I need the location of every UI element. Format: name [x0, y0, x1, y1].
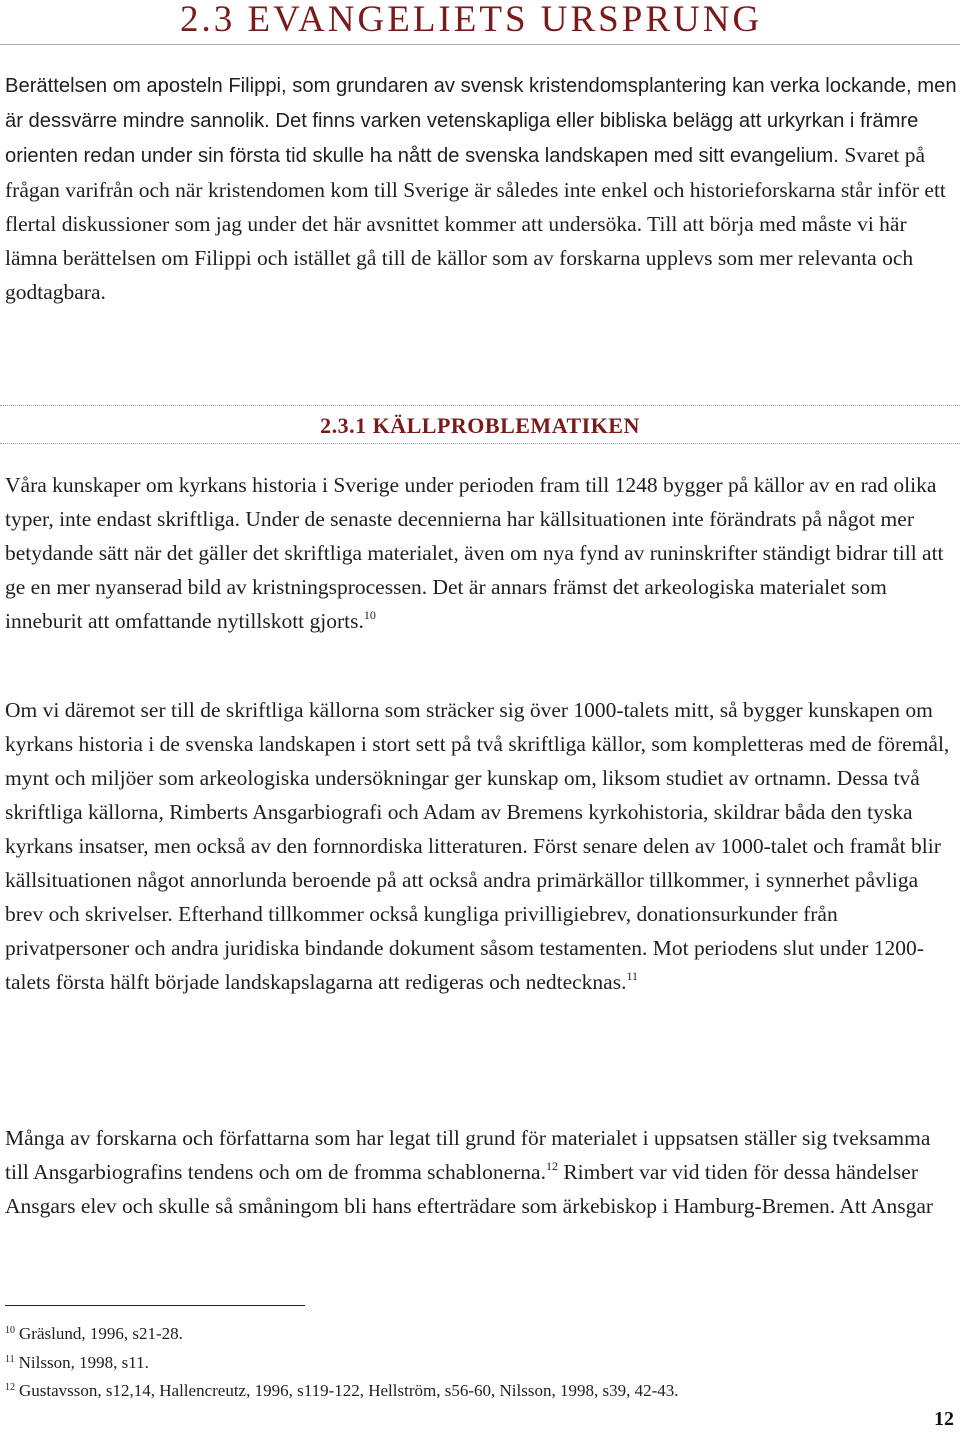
footnote-item [5, 1377, 945, 1406]
subsection-heading: 2.3.1 KÄLLPROBLEMATIKEN [320, 413, 640, 438]
footnote-number: 10 [5, 1325, 15, 1336]
footnote-text: Gräslund, 1996, s21-28. [19, 1324, 183, 1343]
paragraph-researchers-text-b: Rimbert var vid tiden för dessa händelser Ansgars elev och skulle så småningom bli hans efterträdare som ärkebiskop i Hamburg-Bremen. Att Ansgar [5, 1160, 934, 1218]
paragraph-sources-text: Våra kunskaper om kyrkans historia i Sverige under perioden fram till 1248 bygger på källor av en rad olika typer, inte endast skriftliga. Under de senaste decennierna har källsituationen inte förändrats på något mer betydande sätt när det gäller det skriftliga materialet, även om nya fynd av runinskrifter ständigt bidrar till att ge en mer nyanserad bild av kristningsprocessen. Det är annars främst det arkeologiska materialet som inneburit att omfattande nytillskott gjorts. [5, 473, 944, 633]
subheading-top-rule [0, 405, 960, 406]
footnote-text: Gustavsson, s12,14, Hallencreutz, 1996, s119-122, Hellström, s56-60, Nilsson, 1998, s39, 42-43. [19, 1381, 679, 1400]
footnote-item [5, 1349, 945, 1378]
footnote-ref-12[interactable]: 12 [545, 1159, 558, 1173]
paragraph-written-sources [5, 693, 957, 999]
paragraph-sources [5, 468, 957, 638]
paragraph-written-sources-text: Om vi däremot ser till de skriftliga källorna som sträcker sig över 1000-talets mitt, så bygger kunskapen om kyrkans historia i de svenska landskapen i stort sett på två skriftliga källor, som kompletteras med de föremål, mynt och miljöer som arkeologiska undersökningar ger kunskap om, liksom studiet av ortnamn. Dessa två skriftliga källorna, Rimberts Ansgarbiografi och Adam av Bremens kyrkohistoria, skildrar båda den tyska kyrkans insatser, men också av den fornnordiska litteraturen. Först senare delen av 1000-talet och framåt blir källsituationen något annorlunda beroende på att också andra primärkällor tillkommer, i synnerhet påvliga brev och skrivelser. Efterhand tillkommer också kungliga privilligiebrev, donationsurkunder från privatpersoner och andra juridiska bindande dokument såsom testamenten. Mot periodens slut under 1200-talets första hälft började landskapslagarna att redigeras och nedtecknas. [5, 698, 950, 994]
paragraph-researchers [5, 1121, 957, 1223]
footnote-item [5, 1320, 945, 1349]
footnote-number: 12 [5, 1382, 15, 1393]
footnote-list [5, 1320, 945, 1406]
subheading-bottom-rule [0, 443, 960, 444]
intro-paragraph [5, 68, 957, 309]
paragraph-researchers-text-a: Många av forskarna och författarna som har legat till grund för materialet i uppsatsen ställer sig tveksamma till Ansgarbiografins tendens och om de fromma schablonerna. [5, 1126, 931, 1184]
footnote-separator [5, 1305, 305, 1306]
intro-sans-text: Berättelsen om aposteln Filippi, som grundaren av svensk kristendomsplantering kan verka lockande, men är dessvärre mindre sannolik. Det finns varken vetenskapliga eller bibliska belägg att urkyrkan i främre orienten redan under sin första tid skulle ha nått de svenska landskapen med sitt evangelium. [5, 75, 957, 167]
footnote-text: Nilsson, 1998, s11. [18, 1352, 149, 1372]
intro-serif-text: Svaret på frågan varifrån och när kristendomen kom till Sverige är således inte enkel och historieforskarna står inför ett flertal diskussioner som jag under det här avsnittet kommer att undersöka. Till att börja med måste vi här lämna berättelsen om Filippi och istället gå till de källor som av forskarna upplevs som mer relevanta och godtagbara. [5, 143, 946, 304]
footnote-ref-10[interactable]: 10 [363, 608, 376, 622]
page-number: 12 [934, 1408, 954, 1430]
heading-rule [0, 44, 960, 45]
footnote-ref-11[interactable]: 11 [626, 969, 639, 983]
footnote-number: 11 [5, 1353, 15, 1365]
section-heading: 2.3 EVANGELIETS URSPRUNG [180, 0, 763, 40]
